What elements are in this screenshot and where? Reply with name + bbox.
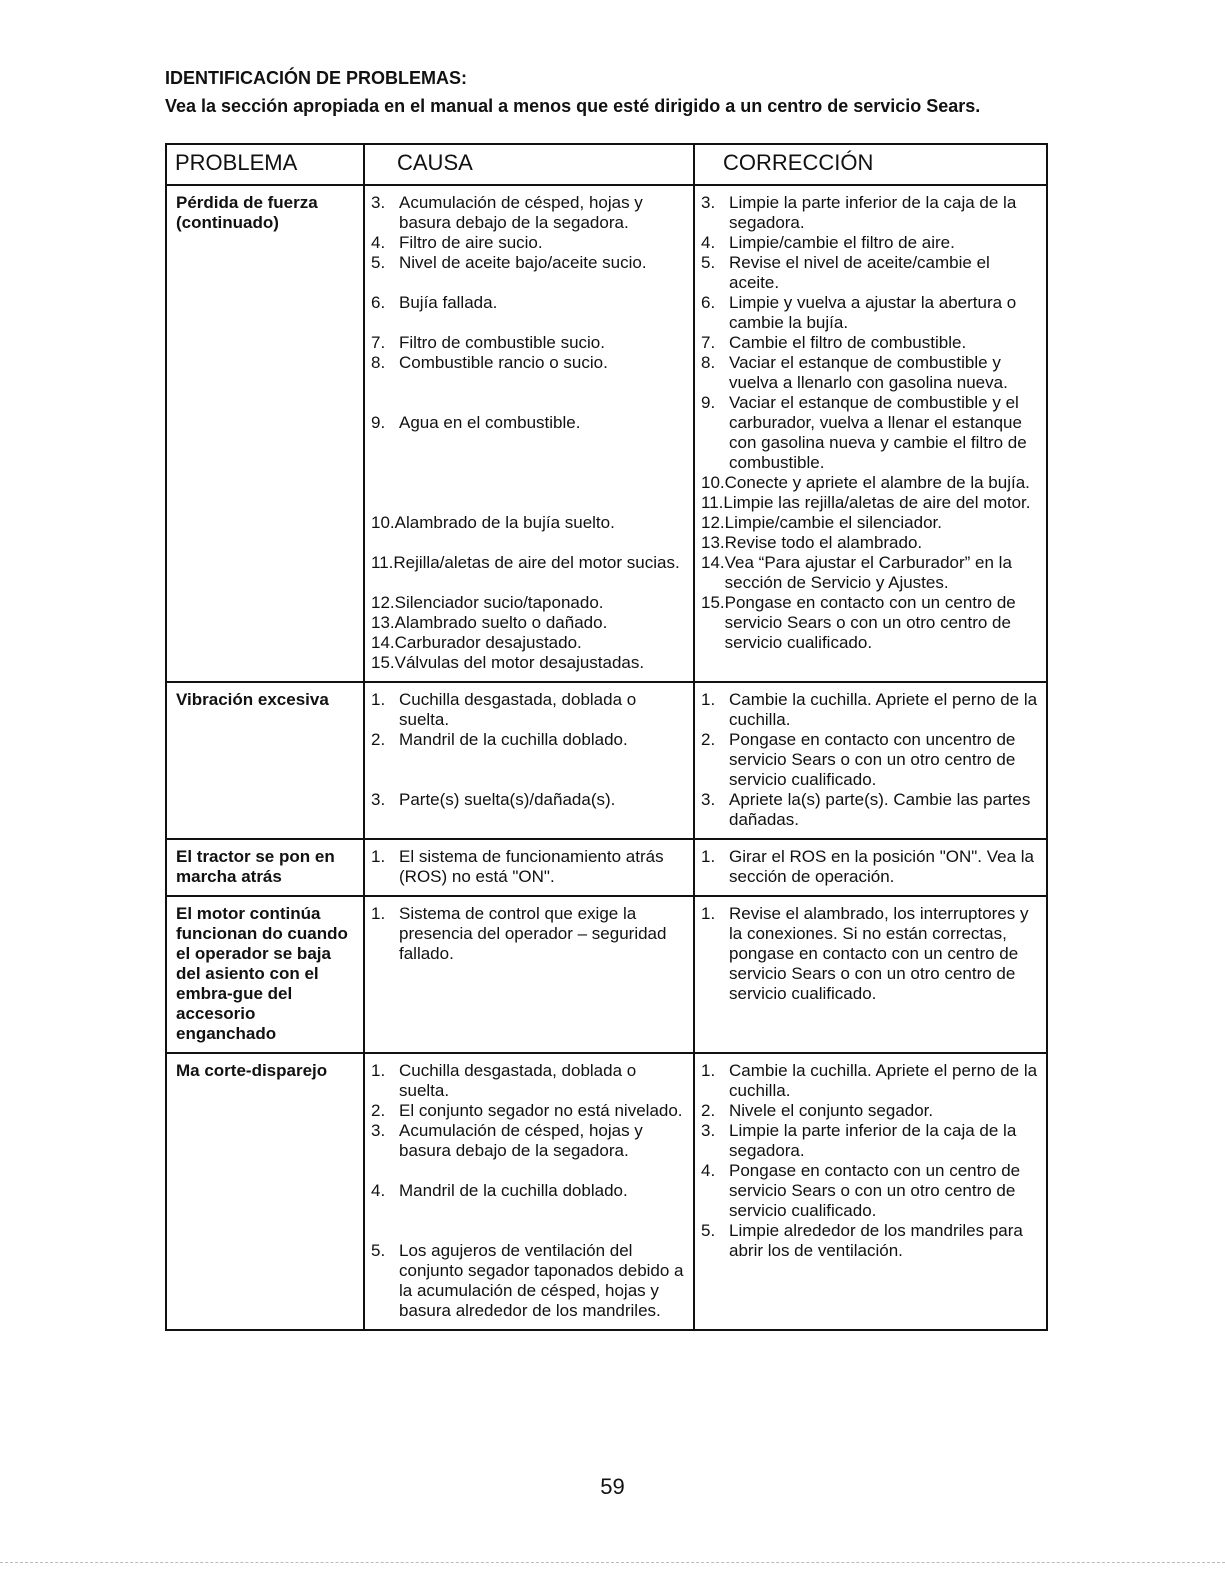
item-number: 8.	[371, 353, 386, 372]
item-text: Parte(s) suelta(s)/dañada(s).	[399, 790, 616, 809]
spacer	[371, 433, 689, 453]
cause-item	[371, 233, 689, 253]
cause-item	[371, 413, 689, 433]
item-number: 14.	[701, 553, 725, 572]
item-text: Mandril de la cuchilla doblado.	[399, 1181, 628, 1200]
spacer	[371, 273, 689, 293]
cause-cell	[364, 839, 694, 896]
item-text: Limpie las rejilla/aletas de aire del motor.	[723, 493, 1031, 512]
item-text: Carburador desajustado.	[394, 633, 582, 652]
correction-cell	[694, 839, 1047, 896]
item-number: 12.	[371, 593, 395, 612]
table-row	[166, 1053, 1047, 1330]
correction-item	[701, 1101, 1042, 1121]
item-number: 3.	[371, 790, 386, 809]
spacer	[371, 770, 689, 790]
item-number: 8.	[701, 353, 716, 372]
cause-item	[371, 904, 689, 964]
cause-item	[371, 633, 689, 653]
item-number: 5.	[371, 253, 386, 272]
cause-item	[371, 847, 689, 887]
correction-item	[701, 690, 1042, 730]
item-text: Cuchilla desgastada, doblada o suelta.	[399, 1061, 637, 1100]
item-number: 13.	[701, 533, 725, 552]
cause-item	[371, 513, 689, 533]
spacer	[371, 313, 689, 333]
item-number: 3.	[371, 1121, 386, 1140]
item-number: 3.	[371, 193, 386, 212]
item-text: Agua en el combustible.	[399, 413, 581, 432]
cause-item	[371, 1061, 689, 1101]
item-text: Pongase en contacto con un centro de servicio Sears o con un otro centro de servicio cualificado.	[729, 1161, 1021, 1220]
item-text: Filtro de combustible sucio.	[399, 333, 605, 352]
cause-cell	[364, 682, 694, 839]
item-text: Vaciar el estanque de combustible y el carburador, vuelva a llenar el estanque con gasolina nueva y cambie el filtro de combustible.	[729, 393, 1027, 472]
item-text: Conecte y apriete el alambre de la bujía.	[724, 473, 1030, 492]
correction-item	[701, 790, 1042, 830]
item-text: Rejilla/aletas de aire del motor sucias.	[393, 553, 680, 572]
item-text: Acumulación de césped, hojas y basura debajo de la segadora.	[399, 193, 643, 232]
problem-cell: El motor continúa funcionan do cuando el operador se baja del asiento con el embra-gue del accesorio enganchado	[166, 896, 364, 1053]
cause-item	[371, 790, 689, 810]
item-number: 2.	[701, 730, 716, 749]
correction-item	[701, 513, 1042, 533]
item-text: Silenciador sucio/taponado.	[394, 593, 604, 612]
correction-item	[701, 533, 1042, 553]
item-number: 10.	[701, 473, 725, 492]
header-correction: CORRECCIÓN	[694, 144, 1047, 185]
item-text: Revise el alambrado, los interruptores y la conexiones. Si no están correctas, pongase en contacto con un centro de servicio Sears o con un otro centro de servicio cualificado.	[729, 904, 1029, 1003]
correction-cell	[694, 682, 1047, 839]
cause-item	[371, 593, 689, 613]
correction-item	[701, 493, 1042, 513]
item-text: El conjunto segador no está nivelado.	[399, 1101, 683, 1120]
item-number: 1.	[701, 847, 716, 866]
cause-item	[371, 293, 689, 313]
correction-item	[701, 1221, 1042, 1261]
correction-cell	[694, 896, 1047, 1053]
page-edge-line	[0, 1562, 1225, 1563]
item-number: 13.	[371, 613, 395, 632]
table-row	[166, 682, 1047, 839]
table-row	[166, 896, 1047, 1053]
item-text: Los agujeros de ventilación del conjunto segador taponados debido a la acumulación de césped, hojas y basura alrededor de los mandriles.	[399, 1241, 684, 1320]
item-text: Limpie la parte inferior de la caja de la segadora.	[729, 193, 1017, 232]
spacer	[371, 373, 689, 393]
cause-item	[371, 353, 689, 373]
item-text: Cambie la cuchilla. Apriete el perno de la cuchilla.	[729, 690, 1038, 729]
item-number: 3.	[701, 193, 716, 212]
cause-item	[371, 553, 689, 573]
item-number: 1.	[701, 690, 716, 709]
table-row	[166, 839, 1047, 896]
item-text: Cambie el filtro de combustible.	[729, 333, 967, 352]
item-text: Limpie/cambie el silenciador.	[724, 513, 942, 532]
correction-item	[701, 293, 1042, 333]
item-number: 6.	[701, 293, 716, 312]
item-text: Bujía fallada.	[399, 293, 498, 312]
cause-item	[371, 253, 689, 273]
item-number: 1.	[371, 847, 386, 866]
troubleshooting-table	[165, 143, 1048, 1331]
item-number: 1.	[371, 1061, 386, 1080]
spacer	[371, 1161, 689, 1181]
item-text: Nivel de aceite bajo/aceite sucio.	[399, 253, 647, 272]
correction-item	[701, 730, 1042, 790]
item-number: 12.	[701, 513, 725, 532]
spacer	[371, 1201, 689, 1221]
item-text: Limpie y vuelva a ajustar la abertura o cambie la bujía.	[729, 293, 1017, 332]
item-text: Girar el ROS en la posición "ON". Vea la sección de operación.	[729, 847, 1034, 886]
item-text: Cuchilla desgastada, doblada o suelta.	[399, 690, 637, 729]
cause-item	[371, 613, 689, 633]
correction-item	[701, 353, 1042, 393]
item-number: 3.	[701, 790, 716, 809]
item-number: 14.	[371, 633, 395, 652]
cause-item	[371, 1101, 689, 1121]
item-number: 6.	[371, 293, 386, 312]
item-text: Nivele el conjunto segador.	[729, 1101, 934, 1120]
correction-item	[701, 333, 1042, 353]
correction-item	[701, 553, 1042, 593]
item-number: 1.	[371, 690, 386, 709]
item-number: 2.	[371, 730, 386, 749]
problem-cell: El tractor se pon en marcha atrás	[166, 839, 364, 896]
spacer	[371, 493, 689, 513]
item-number: 5.	[701, 1221, 716, 1240]
item-number: 4.	[701, 1161, 716, 1180]
correction-item	[701, 253, 1042, 293]
item-number: 2.	[371, 1101, 386, 1120]
cause-cell	[364, 185, 694, 682]
table-body	[166, 185, 1047, 1330]
spacer	[371, 473, 689, 493]
item-text: Alambrado de la bujía suelto.	[394, 513, 615, 532]
cause-item	[371, 1121, 689, 1161]
spacer	[371, 1221, 689, 1241]
item-number: 10.	[371, 513, 395, 532]
correction-item	[701, 193, 1042, 233]
cause-item	[371, 653, 689, 673]
correction-item	[701, 904, 1042, 1004]
item-text: Filtro de aire sucio.	[399, 233, 543, 252]
page-subtitle: Vea la sección apropiada en el manual a menos que esté dirigido a un centro de servicio Sears.	[165, 96, 981, 116]
header-cause: CAUSA	[364, 144, 694, 185]
item-number: 11.	[371, 553, 394, 572]
item-number: 5.	[371, 1241, 386, 1260]
correction-item	[701, 1121, 1042, 1161]
item-number: 15.	[371, 653, 395, 672]
spacer	[371, 453, 689, 473]
item-text: Apriete la(s) parte(s). Cambie las partes dañadas.	[729, 790, 1031, 829]
item-number: 1.	[371, 904, 386, 923]
item-number: 1.	[701, 1061, 716, 1080]
item-text: Limpie/cambie el filtro de aire.	[729, 233, 955, 252]
problem-cell: Vibración excesiva	[166, 682, 364, 839]
item-text: Cambie la cuchilla. Apriete el perno de la cuchilla.	[729, 1061, 1038, 1100]
spacer	[371, 573, 689, 593]
item-text: Vaciar el estanque de combustible y vuelva a llenarlo con gasolina nueva.	[729, 353, 1008, 392]
item-text: Limpie alrededor de los mandriles para abrir los de ventilación.	[729, 1221, 1023, 1260]
item-number: 5.	[701, 253, 716, 272]
item-text: Sistema de control que exige la presencia del operador – seguridad fallado.	[399, 904, 667, 963]
spacer	[371, 750, 689, 770]
correction-item	[701, 233, 1042, 253]
item-text: Vea “Para ajustar el Carburador” en la sección de Servicio y Ajustes.	[724, 553, 1012, 592]
item-text: Pongase en contacto con un centro de servicio Sears o con un otro centro de servicio cualificado.	[724, 593, 1016, 652]
item-text: Acumulación de césped, hojas y basura debajo de la segadora.	[399, 1121, 643, 1160]
item-number: 7.	[701, 333, 716, 352]
problem-cell: Pérdida de fuerza (continuado)	[166, 185, 364, 682]
correction-item	[701, 1061, 1042, 1101]
cause-item	[371, 333, 689, 353]
correction-cell	[694, 1053, 1047, 1330]
item-text: Mandril de la cuchilla doblado.	[399, 730, 628, 749]
item-text: Revise el nivel de aceite/cambie el aceite.	[729, 253, 990, 292]
page-number: 59	[600, 1474, 625, 1499]
correction-item	[701, 1161, 1042, 1221]
item-number: 9.	[371, 413, 386, 432]
item-number: 7.	[371, 333, 386, 352]
correction-item	[701, 393, 1042, 473]
problem-cell: Ma corte-disparejo	[166, 1053, 364, 1330]
cause-item	[371, 1181, 689, 1201]
item-number: 9.	[701, 393, 716, 412]
item-text: Alambrado suelto o dañado.	[394, 613, 608, 632]
item-text: El sistema de funcionamiento atrás (ROS) no está "ON".	[399, 847, 664, 886]
item-text: Revise todo el alambrado.	[724, 533, 923, 552]
item-number: 4.	[371, 1181, 386, 1200]
item-number: 4.	[371, 233, 386, 252]
cause-item	[371, 730, 689, 750]
item-text: Pongase en contacto con uncentro de servicio Sears o con un otro centro de servicio cualificado.	[729, 730, 1016, 789]
item-text: Válvulas del motor desajustadas.	[394, 653, 645, 672]
table-header	[166, 144, 1047, 185]
cause-item	[371, 193, 689, 233]
item-number: 1.	[701, 904, 716, 923]
spacer	[371, 393, 689, 413]
correction-item	[701, 593, 1042, 653]
correction-item	[701, 847, 1042, 887]
page-title: IDENTIFICACIÓN DE PROBLEMAS:	[165, 68, 468, 88]
item-number: 4.	[701, 233, 716, 252]
cause-cell	[364, 896, 694, 1053]
spacer	[371, 533, 689, 553]
cause-item	[371, 1241, 689, 1321]
item-number: 15.	[701, 593, 725, 612]
cause-item	[371, 690, 689, 730]
item-text: Combustible rancio o sucio.	[399, 353, 608, 372]
item-number: 11.	[701, 493, 724, 512]
correction-cell	[694, 185, 1047, 682]
header-problem: PROBLEMA	[166, 144, 364, 185]
correction-item	[701, 473, 1042, 493]
item-number: 2.	[701, 1101, 716, 1120]
item-text: Limpie la parte inferior de la caja de la segadora.	[729, 1121, 1017, 1160]
item-number: 3.	[701, 1121, 716, 1140]
table-row	[166, 185, 1047, 682]
cause-cell	[364, 1053, 694, 1330]
